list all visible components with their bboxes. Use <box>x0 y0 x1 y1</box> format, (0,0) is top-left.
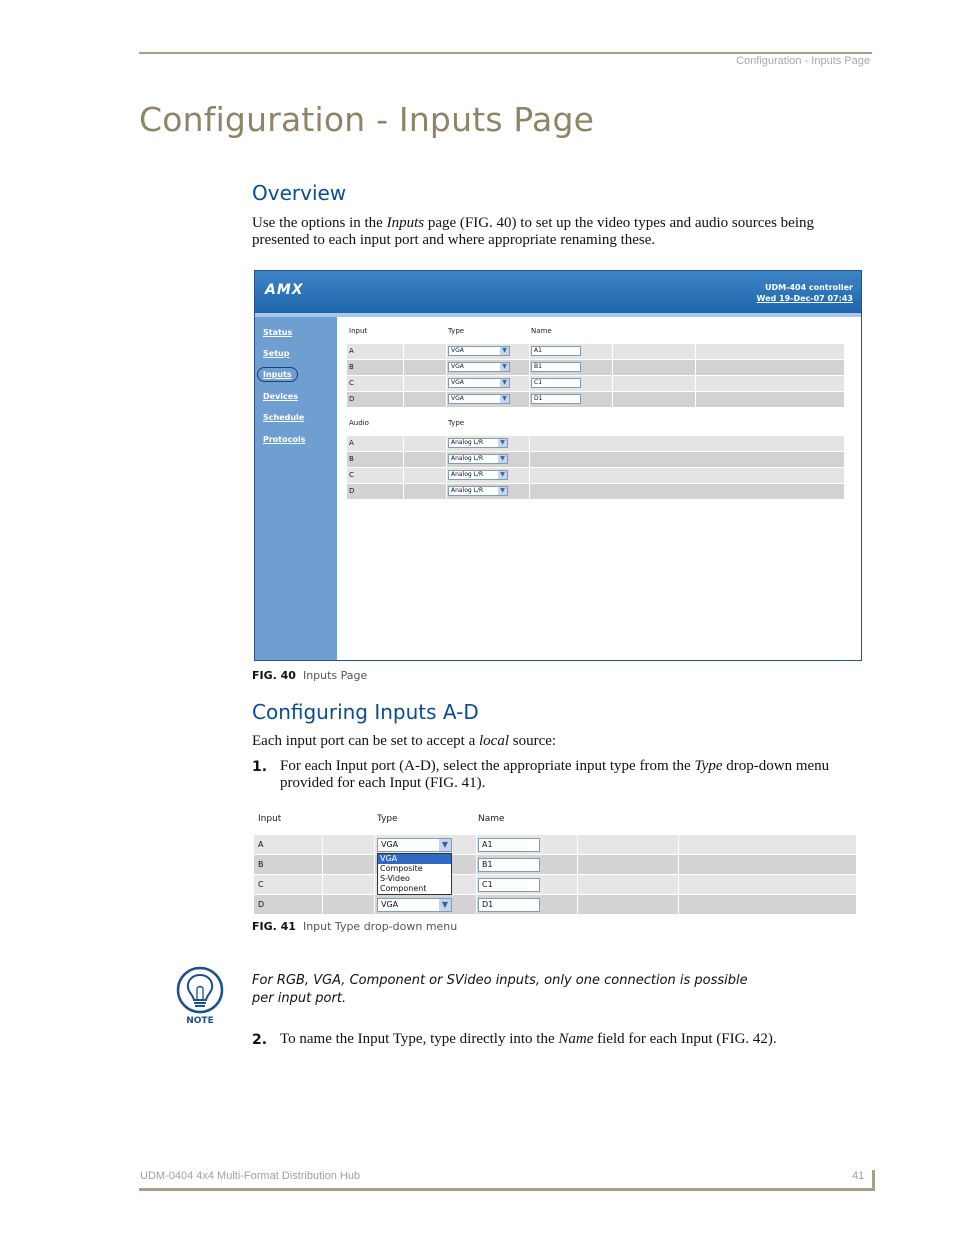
inputs-panel <box>337 317 861 661</box>
input-type-dropdown-list[interactable] <box>377 853 452 895</box>
audio-type-select[interactable]: Analog L/R ▼ <box>448 438 508 448</box>
table-row <box>254 855 856 874</box>
nav-inputs[interactable]: Inputs <box>257 367 298 382</box>
col-type-header: Type <box>377 814 398 824</box>
input-name-field[interactable]: D1 <box>478 898 540 912</box>
controller-date[interactable]: Wed 19-Dec-07 07:43 <box>756 294 853 303</box>
col-audio-type-header: Type <box>448 419 465 427</box>
fig41-caption-label: FIG. 41 <box>252 920 296 933</box>
input-name-field[interactable]: B1 <box>531 362 581 372</box>
step-2-text-em: Name <box>558 1031 594 1047</box>
note-text: For RGB, VGA, Component or SVideo inputs, only one connection is possible per input port. <box>252 973 748 1006</box>
row-letter: C <box>349 379 354 387</box>
row-letter: C <box>349 471 354 479</box>
step-1-text-2: drop-down menu provided for each Input (FIG. 41). <box>280 758 830 791</box>
col-input-header: Input <box>258 814 282 824</box>
step-1-text-1: For each Input port (A-D), select the appropriate input type from the <box>280 758 695 774</box>
input-type-select[interactable]: VGA ▼ <box>377 898 452 912</box>
table-row <box>347 392 844 407</box>
step-1-number: 1. <box>252 759 268 775</box>
row-letter: D <box>349 395 355 403</box>
fig40-caption <box>252 669 367 682</box>
dropdown-option[interactable]: Component <box>380 884 427 893</box>
nav-schedule[interactable]: Schedule <box>263 413 305 422</box>
audio-type-select[interactable]: Analog L/R ▼ <box>448 470 508 480</box>
overview-text-1: Use the options in the <box>252 215 387 231</box>
table-row <box>254 835 856 854</box>
table-row <box>347 468 844 483</box>
overview-text-2: page (FIG. 40) to set up the video types and audio sources being presented to each input port and where appropriate renaming these. <box>252 215 814 248</box>
overview-text-em: Inputs <box>386 215 425 231</box>
input-type-select[interactable]: VGA ▼ <box>448 394 510 404</box>
row-letter: B <box>349 363 354 371</box>
col-name-header: Name <box>531 327 552 335</box>
chevron-down-icon: ▼ <box>498 487 507 495</box>
input-type-select[interactable]: VGA ▼ <box>448 378 510 388</box>
fig40-caption-text: Inputs Page <box>302 669 368 682</box>
chevron-down-icon: ▼ <box>500 363 509 371</box>
row-letter: D <box>349 487 355 495</box>
note-label: NOTE <box>186 1016 214 1026</box>
overview-paragraph <box>252 215 872 249</box>
row-letter: D <box>258 900 265 909</box>
fig40-screenshot <box>254 270 862 661</box>
fig40-caption-label: FIG. 40 <box>252 669 296 682</box>
table-row <box>347 344 844 359</box>
table-row <box>347 360 844 375</box>
app-header <box>255 271 861 313</box>
input-name-field[interactable]: C1 <box>531 378 581 388</box>
chevron-down-icon: ▼ <box>500 379 509 387</box>
footer-rule-vertical <box>872 1170 875 1191</box>
controller-title: UDM-404 controller <box>765 283 853 292</box>
intro-text-2: source: <box>509 733 557 749</box>
step-2-text-2: field for each Input (FIG. 42). <box>593 1031 777 1047</box>
fig41-caption <box>252 920 457 933</box>
row-letter: C <box>258 880 264 889</box>
input-name-field[interactable]: D1 <box>531 394 581 404</box>
nav-devices[interactable]: Devices <box>263 392 298 401</box>
table-row <box>254 875 856 894</box>
nav-status[interactable]: Status <box>263 328 293 337</box>
col-audio-header: Audio <box>349 419 369 427</box>
input-name-field[interactable]: A1 <box>531 346 581 356</box>
fig41-table <box>254 808 856 916</box>
configuring-heading: Configuring Inputs A-D <box>252 700 479 724</box>
input-type-select[interactable]: VGA ▼ <box>448 362 510 372</box>
col-name-header: Name <box>478 814 505 824</box>
input-type-select[interactable]: VGA ▼ <box>377 838 452 852</box>
table-row <box>347 484 844 499</box>
step-2-number: 2. <box>252 1032 268 1048</box>
dropdown-option[interactable]: S-Video <box>380 874 410 883</box>
row-letter: A <box>258 840 264 849</box>
chevron-down-icon: ▼ <box>498 439 507 447</box>
fig41-caption-text: Input Type drop-down menu <box>302 920 458 933</box>
note-icon <box>176 966 224 1030</box>
intro-text-1: Each input port can be set to accept a <box>252 733 479 749</box>
running-head: Configuration - Inputs Page <box>736 55 870 67</box>
footer-title: UDM-0404 4x4 Multi-Format Distribution Hub <box>140 1170 361 1182</box>
step-2-text <box>280 1031 840 1048</box>
chevron-down-icon: ▼ <box>498 455 507 463</box>
audio-type-select[interactable]: Analog L/R ▼ <box>448 486 508 496</box>
step-1-text-em: Type <box>694 758 723 774</box>
intro-text-em: local <box>479 733 509 749</box>
input-type-select[interactable]: VGA ▼ <box>448 346 510 356</box>
overview-heading: Overview <box>252 181 347 205</box>
audio-type-select[interactable]: Analog L/R ▼ <box>448 454 508 464</box>
row-letter: B <box>258 860 264 869</box>
dropdown-option[interactable]: Composite <box>380 864 423 873</box>
col-input-header: Input <box>349 327 368 335</box>
row-letter: A <box>349 347 354 355</box>
dropdown-option[interactable]: VGA <box>378 854 451 864</box>
step-2-text-1: To name the Input Type, type directly into the <box>280 1031 559 1047</box>
table-row <box>347 452 844 467</box>
table-row <box>254 895 856 914</box>
configuring-intro <box>252 733 872 750</box>
page-title: Configuration - Inputs Page <box>139 100 595 139</box>
chevron-down-icon: ▼ <box>500 347 509 355</box>
table-row <box>347 436 844 451</box>
row-letter: B <box>349 455 354 463</box>
chevron-down-icon: ▼ <box>500 395 509 403</box>
table-row <box>347 376 844 391</box>
step-1-text <box>280 758 840 792</box>
sidebar <box>255 317 337 661</box>
chevron-down-icon: ▼ <box>439 839 451 851</box>
header-rule <box>139 52 872 54</box>
chevron-down-icon: ▼ <box>439 899 451 911</box>
nav-setup[interactable]: Setup <box>263 349 290 358</box>
input-name-field[interactable]: C1 <box>478 878 540 892</box>
col-type-header: Type <box>448 327 465 335</box>
footer-rule <box>139 1188 873 1191</box>
input-name-field[interactable]: B1 <box>478 858 540 872</box>
input-name-field[interactable]: A1 <box>478 838 540 852</box>
chevron-down-icon: ▼ <box>498 471 507 479</box>
amx-logo: AMX <box>265 282 304 298</box>
page-number: 41 <box>852 1170 865 1182</box>
nav-protocols[interactable]: Protocols <box>263 435 306 444</box>
row-letter: A <box>349 439 354 447</box>
